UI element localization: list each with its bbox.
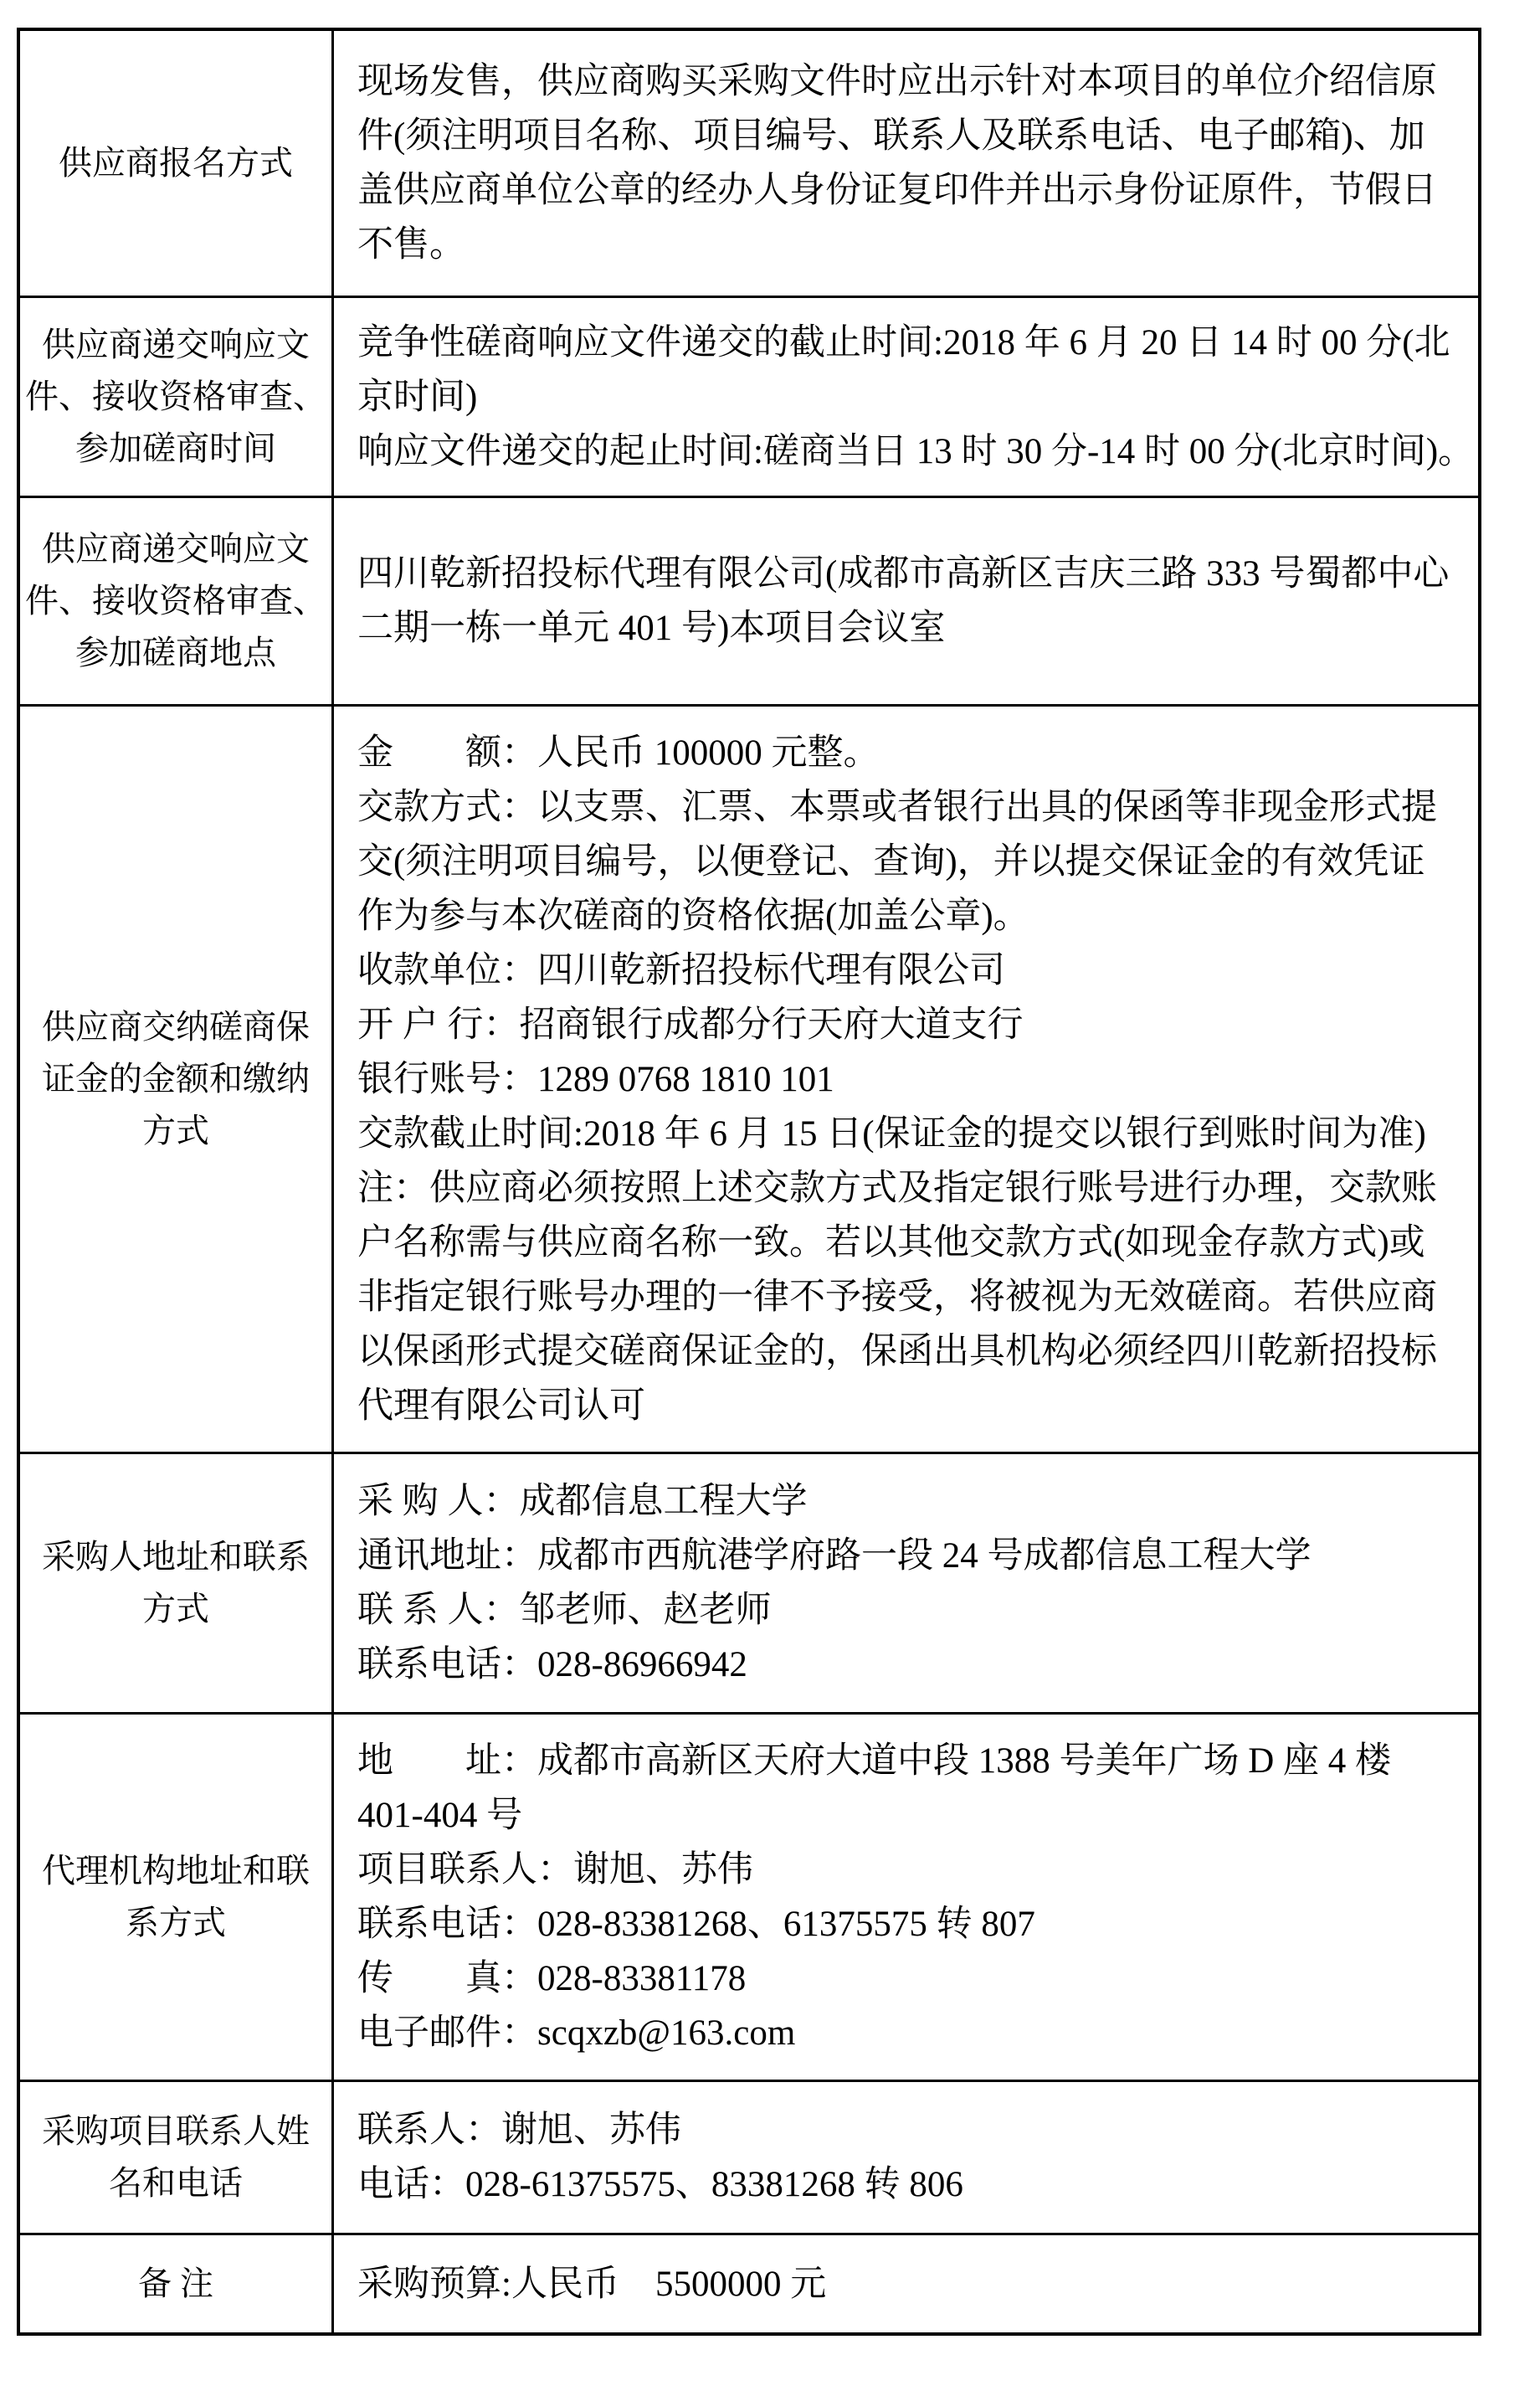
label-line: 代理机构地址和联 <box>42 1852 310 1890</box>
label-line: 供应商递交响应文 <box>42 326 310 363</box>
content-remarks <box>334 2235 1478 2332</box>
text-line: 户名称需与供应商名称一致。若以其他交款方式(如现金存款方式)或 <box>357 1222 1425 1262</box>
text-line: 联系电话：028-86966942 <box>357 1645 747 1684</box>
content-agency-contact <box>334 1715 1478 2080</box>
text-line: 响应文件递交的起止时间:磋商当日 13 时 30 分-14 时 00 分(北京时间)。 <box>357 431 1475 471</box>
label-line: 供应商报名方式 <box>59 144 293 182</box>
text-line: 四川乾新招投标代理有限公司(成都市高新区吉庆三路 333 号蜀都中心 <box>357 554 1450 594</box>
content-purchaser-contact <box>334 1454 1478 1712</box>
label-line: 方式 <box>142 1590 209 1627</box>
text-line: 联系人：谢旭、苏伟 <box>357 2111 681 2150</box>
text-line: 传 真：028-83381178 <box>357 1959 747 1998</box>
text-line: 电子邮件：scqxzb@163.com <box>357 2013 796 2053</box>
label-supplier-registration <box>20 31 331 296</box>
text-line: 二期一栋一单元 401 号)本项目会议室 <box>357 609 946 648</box>
text-line: 现场发售，供应商购买采购文件时应出示针对本项目的单位介绍信原 <box>357 62 1437 101</box>
label-line: 参加磋商时间 <box>75 429 276 467</box>
text-line: 联 系 人：邹老师、赵老师 <box>357 1591 772 1630</box>
content-response-submission-location <box>334 498 1478 704</box>
text-line: 代理有限公司认可 <box>357 1386 645 1426</box>
label-response-submission-location <box>20 498 331 704</box>
label-line: 件、接收资格审查、 <box>25 378 326 415</box>
text-line: 401-404 号 <box>357 1796 523 1835</box>
procurement-info-table <box>17 28 1481 2336</box>
label-deposit-amount-payment <box>20 707 331 1452</box>
text-line: 项目联系人：谢旭、苏伟 <box>357 1850 753 1890</box>
content-deposit-amount-payment <box>334 707 1478 1452</box>
label-line: 参加磋商地点 <box>75 634 276 671</box>
content-response-submission-time <box>334 298 1478 496</box>
label-line: 件、接收资格审查、 <box>25 582 326 620</box>
label-remarks <box>20 2235 331 2332</box>
text-line: 通讯地址：成都市西航港学府路一段 24 号成都信息工程大学 <box>357 1536 1312 1576</box>
text-line: 银行账号：1289 0768 1810 101 <box>357 1059 834 1099</box>
label-agency-contact <box>20 1715 331 2080</box>
text-line: 注：供应商必须按照上述交款方式及指定银行账号进行办理，交款账 <box>357 1168 1437 1208</box>
text-line: 竞争性磋商响应文件递交的截止时间:2018 年 6 月 20 日 14 时 00 分(北 <box>357 322 1450 362</box>
text-line: 电话：028-61375575、83381268 转 806 <box>357 2165 963 2204</box>
text-line: 联系电话：028-83381268、61375575 转 807 <box>357 1905 1035 1944</box>
label-line: 采购人地址和联系 <box>42 1538 310 1576</box>
label-line: 方式 <box>142 1112 209 1149</box>
label-line: 证金的金额和缴纳 <box>42 1060 310 1098</box>
label-line: 名和电话 <box>109 2164 243 2202</box>
label-line: 供应商递交响应文 <box>42 530 310 568</box>
label-purchaser-contact <box>20 1454 331 1712</box>
text-line: 不售。 <box>357 225 465 265</box>
label-line: 系方式 <box>126 1904 226 1941</box>
text-line: 盖供应商单位公章的经办人身份证复印件并出示身份证原件，节假日 <box>357 171 1437 210</box>
text-line: 采购预算:人民币 5500000 元 <box>357 2264 827 2304</box>
text-line: 金 额：人民币 100000 元整。 <box>357 733 880 773</box>
label-line: 备 注 <box>138 2265 213 2302</box>
label-project-contact <box>20 2082 331 2233</box>
text-line: 交款截止时间:2018 年 6 月 15 日(保证金的提交以银行到账时间为准) <box>357 1113 1426 1154</box>
text-line: 件(须注明项目名称、项目编号、联系人及联系电话、电子邮箱)、加 <box>357 116 1425 156</box>
text-line: 开 户 行：招商银行成都分行天府大道支行 <box>357 1005 1024 1045</box>
text-line: 京时间) <box>357 377 478 417</box>
text-line: 地 址：成都市高新区天府大道中段 1388 号美年广场 D 座 4 楼 <box>357 1741 1392 1781</box>
content-supplier-registration <box>334 31 1478 296</box>
text-line: 交款方式：以支票、汇票、本票或者银行出具的保函等非现金形式提 <box>357 787 1437 827</box>
text-line: 采 购 人：成都信息工程大学 <box>357 1482 808 1521</box>
label-response-submission-time <box>20 298 331 496</box>
content-project-contact <box>334 2082 1478 2233</box>
label-line: 供应商交纳磋商保 <box>42 1008 310 1046</box>
text-line: 作为参与本次磋商的资格依据(加盖公章)。 <box>357 896 1029 936</box>
text-line: 交(须注明项目编号，以便登记、查询)，并以提交保证金的有效凭证 <box>357 841 1425 882</box>
text-line: 非指定银行账号办理的一律不予接受，将被视为无效磋商。若供应商 <box>357 1277 1437 1317</box>
text-line: 收款单位：四川乾新招投标代理有限公司 <box>357 950 1005 990</box>
text-line: 以保函形式提交磋商保证金的，保函出具机构必须经四川乾新招投标 <box>357 1331 1437 1371</box>
label-line: 采购项目联系人姓 <box>42 2112 310 2150</box>
